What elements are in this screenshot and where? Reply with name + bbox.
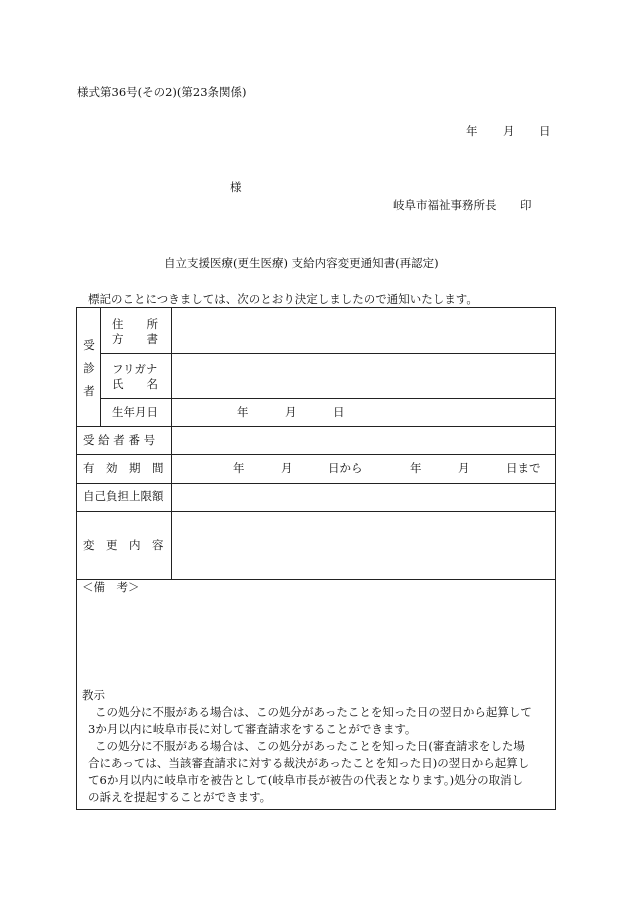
divider-h-name	[100, 398, 556, 399]
name-field[interactable]	[172, 354, 555, 397]
remarks-label: ＜備 考＞	[82, 580, 140, 594]
name-label: フリガナ 氏 名	[112, 362, 158, 391]
issuer-name: 岐阜市福祉事務所長	[393, 198, 497, 212]
divider-h-recipient	[77, 454, 555, 455]
birth-year-unit: 年	[237, 405, 249, 419]
change-content-label: 変 更 内 容	[83, 538, 164, 552]
document-title: 自立支援医療(更生医療) 支給内容変更通知書(再認定)	[164, 256, 439, 270]
period-end-month-unit: 月	[458, 461, 470, 475]
intro-text: 標記のことにつきましては、次のとおり決定しましたので通知いたします。	[88, 292, 478, 306]
teaching-section	[82, 687, 554, 806]
period-start-day-unit: 日から	[328, 461, 363, 475]
seal-mark: 印	[520, 198, 532, 212]
birth-day-unit: 日	[333, 405, 345, 419]
teaching-p1-line2: 3か月以内に岐阜市長に対して審査請求をすることができます。	[88, 722, 417, 736]
birth-date-label: 生年月日	[112, 405, 158, 419]
patient-group-label: 受 診 者	[83, 338, 95, 398]
teaching-p2-line4: の訴えを提起することができます。	[88, 790, 272, 804]
birth-month-unit: 月	[285, 405, 297, 419]
period-end-year-unit: 年	[410, 461, 422, 475]
change-content-field[interactable]	[172, 512, 555, 578]
teaching-p2-line3: て6か月以内に岐阜市を被告として(岐阜市長が被告の代表となります。)処分の取消し	[88, 773, 524, 787]
form-number: 様式第36号(その2)(第23条関係)	[77, 85, 247, 99]
period-start-month-unit: 月	[281, 461, 293, 475]
recipient-suffix: 様	[230, 180, 242, 194]
teaching-p1-line1: この処分に不服がある場合は、この処分があったことを知った日の翌日から起算して	[95, 705, 532, 719]
copay-limit-label: 自己負担上限額	[83, 489, 164, 503]
teaching-p2-line2: 合にあっては、当該審査請求に対する裁決があったことを知った日)の翌日から起算し	[88, 756, 530, 770]
copay-limit-field[interactable]	[172, 484, 555, 510]
address-label: 住 所 方 書	[112, 317, 158, 346]
date-day-unit: 日	[539, 124, 551, 138]
address-field[interactable]	[172, 309, 555, 352]
period-end-day-unit: 日まで	[506, 461, 541, 475]
teaching-heading: 教示	[82, 688, 105, 702]
period-start-year-unit: 年	[233, 461, 245, 475]
teaching-p2-line1: この処分に不服がある場合は、この処分があったことを知った日(審査請求をした場	[95, 739, 525, 753]
recipient-number-field[interactable]	[172, 427, 555, 453]
divider-v-group	[100, 308, 101, 426]
form-table	[76, 307, 556, 810]
date-year-unit: 年	[466, 124, 478, 138]
date-month-unit: 月	[503, 124, 515, 138]
valid-period-label: 有 効 期 間	[83, 461, 164, 475]
recipient-number-label: 受 給 者 番 号	[83, 433, 156, 447]
divider-h-change	[77, 579, 555, 580]
